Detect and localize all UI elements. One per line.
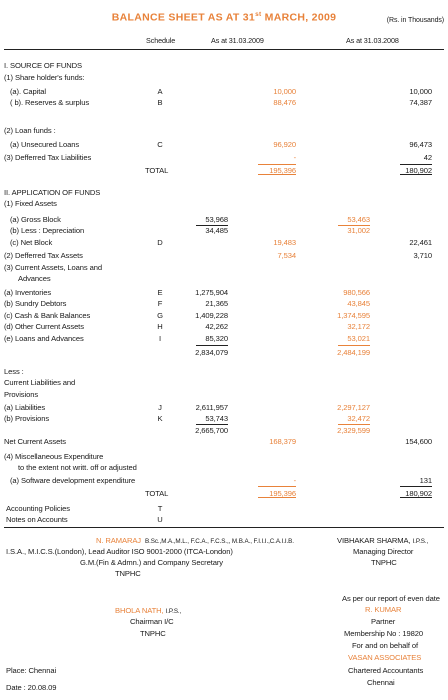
row-value-2008-sub: 31,002 xyxy=(347,226,370,235)
row-label: (a) Unsecured Loans xyxy=(10,140,80,149)
column-header-2008: As at 31.03.2008 xyxy=(346,36,399,45)
row-value-2008-sub: 32,472 xyxy=(347,414,370,423)
rule-depr-2009 xyxy=(196,225,228,226)
row-label: (2) Defferred Tax Assets xyxy=(4,251,83,260)
row-label: (b) Less : Depreciation xyxy=(10,226,85,235)
row-value-2008: 22,461 xyxy=(409,238,432,247)
rule-grand-total-2008-bottom xyxy=(400,497,432,498)
row-value-2008: 131 xyxy=(419,476,432,485)
rule-grand-total-2009 xyxy=(258,486,296,487)
row-value-2009: 19,483 xyxy=(273,238,296,247)
rule-total-2008 xyxy=(400,164,432,165)
ramaraj-line3: G.M.(Fin & Admn.) and Company Secretary xyxy=(80,558,223,567)
header-divider xyxy=(4,49,444,50)
row-value-2008-sub: 980,566 xyxy=(343,288,370,297)
row-value-2009: 10,000 xyxy=(273,87,296,96)
rule-cl-2009 xyxy=(196,424,228,425)
row-value-2009: - xyxy=(293,476,296,485)
rule-depr-2008 xyxy=(338,225,370,226)
row-label: II. APPLICATION OF FUNDS xyxy=(4,188,101,197)
row-label: TOTAL xyxy=(145,166,169,175)
signatory-sharma: VIBHAKAR SHARMA, I.P.S., xyxy=(337,536,429,545)
row-label: Accounting Policies xyxy=(6,504,70,513)
rule-ca-2009 xyxy=(196,345,228,346)
rule-grand-total-2009-bottom xyxy=(258,497,296,498)
signatory-bhola-nath: BHOLA NATH, I.P.S., xyxy=(115,606,182,615)
kumar-behalf: For and on behalf of xyxy=(352,641,418,650)
row-value-2009-sub: 2,665,700 xyxy=(195,426,228,435)
ramaraj-line2: I.S.A., M.I.C.S.(London), Lead Auditor ISO 9001-2000 (ITCA-London) xyxy=(6,547,233,556)
row-label: (3) Defferred Tax Liabilities xyxy=(4,153,92,162)
row-label: Net Current Assets xyxy=(4,437,66,446)
row-value-2009-sub: 21,365 xyxy=(205,299,228,308)
place: Place: Chennai xyxy=(6,666,57,675)
firm-name: VASAN ASSOCIATES xyxy=(348,653,422,662)
row-value-2008-sub: 2,484,199 xyxy=(337,348,370,357)
row-label: (2) Loan funds : xyxy=(4,126,56,135)
row-value-2009-sub: 42,262 xyxy=(205,322,228,331)
kumar-membership: Membership No : 19820 xyxy=(344,629,423,638)
row-value-2009-sub: 53,968 xyxy=(205,215,228,224)
row-label: I. SOURCE OF FUNDS xyxy=(4,61,82,70)
row-schedule: H xyxy=(157,322,163,331)
row-value-2008: 180,902 xyxy=(405,166,432,175)
row-label: (b) Provisions xyxy=(4,414,50,423)
column-header-schedule: Schedule xyxy=(146,36,176,45)
row-value-2009: - xyxy=(293,153,296,162)
row-value-2008: 74,387 xyxy=(409,98,432,107)
row-label: (b) Sundry Debtors xyxy=(4,299,67,308)
row-value-2009: 168,379 xyxy=(269,437,296,446)
row-schedule: A xyxy=(157,87,163,96)
row-value-2009-sub: 1,409,228 xyxy=(195,311,228,320)
ramaraj-line4: TNPHC xyxy=(115,569,141,578)
row-value-2009-sub: 85,320 xyxy=(205,334,228,343)
row-label: (a) Software development expenditure xyxy=(10,476,136,485)
row-label: (a) Liabilities xyxy=(4,403,46,412)
row-label: Advances xyxy=(18,274,51,283)
row-value-2009-sub: 53,743 xyxy=(205,414,228,423)
row-value-2008-sub: 2,297,127 xyxy=(337,403,370,412)
row-label: Notes on Accounts xyxy=(6,515,68,524)
rule-total-2009 xyxy=(258,164,296,165)
row-value-2009: 88,476 xyxy=(273,98,296,107)
nath-org: TNPHC xyxy=(140,629,166,638)
row-schedule: B xyxy=(157,98,163,107)
rule-cl-2008 xyxy=(338,424,370,425)
nath-title: Chairman I/C xyxy=(130,617,174,626)
row-value-2009: 195,396 xyxy=(269,166,296,175)
sharma-title: Managing Director xyxy=(353,547,414,556)
row-value-2009: 96,920 xyxy=(273,140,296,149)
row-schedule: D xyxy=(157,238,163,247)
row-label: (c) Cash & Bank Balances xyxy=(4,311,91,320)
row-label: TOTAL xyxy=(145,489,169,498)
row-schedule: I xyxy=(158,334,161,343)
row-value-2009: 7,534 xyxy=(277,251,296,260)
row-value-2008: 154,600 xyxy=(405,437,432,446)
row-label: to the extent not writt. off or adjusted xyxy=(18,463,137,472)
signatory-ramaraj: N. RAMARAJ B.Sc.,M.A.,M.L., F.C.A., F.C.S.,, M.B.A., F.I.I.I.,C.A.I.I.B. xyxy=(96,536,294,545)
report-line: As per our report of even date xyxy=(342,594,440,603)
rule-total-2009-bottom xyxy=(258,174,296,175)
row-schedule: E xyxy=(157,288,163,297)
row-schedule: C xyxy=(157,140,163,149)
row-value-2008: 42 xyxy=(423,153,432,162)
row-value-2008-sub: 32,172 xyxy=(347,322,370,331)
row-schedule: J xyxy=(158,403,162,412)
row-value-2008-sub: 53,021 xyxy=(347,334,370,343)
row-value-2009-sub: 2,611,957 xyxy=(195,403,228,412)
signature-divider xyxy=(4,527,444,528)
row-label: (1) Share holder's funds: xyxy=(4,73,85,82)
date: Date : 20.08.09 xyxy=(6,683,57,692)
signatory-kumar: R. KUMAR xyxy=(365,605,402,614)
row-value-2008: 10,000 xyxy=(409,87,432,96)
firm-city: Chennai xyxy=(367,678,395,687)
row-label: ( b). Reserves & surplus xyxy=(10,98,90,107)
row-value-2009-sub: 2,834,079 xyxy=(195,348,228,357)
row-value-2009-sub: 1,275,904 xyxy=(195,288,228,297)
rule-total-2008-bottom xyxy=(400,174,432,175)
row-value-2008-sub: 1,374,595 xyxy=(337,311,370,320)
row-label: (c) Net Block xyxy=(10,238,53,247)
row-value-2008-sub: 53,463 xyxy=(347,215,370,224)
row-label: (d) Other Current Assets xyxy=(4,322,84,331)
row-schedule: U xyxy=(157,515,163,524)
page-title: BALANCE SHEET AS AT 31st MARCH, 2009 xyxy=(111,11,337,24)
row-value-2008: 96,473 xyxy=(409,140,432,149)
rule-grand-total-2008 xyxy=(400,486,432,487)
row-label: (e) Loans and Advances xyxy=(4,334,84,343)
row-label: Less : xyxy=(4,367,24,376)
row-value-2009: 195,396 xyxy=(269,489,296,498)
kumar-title: Partner xyxy=(371,617,396,626)
firm-title: Chartered Accountants xyxy=(348,666,424,675)
row-label: (a). Capital xyxy=(10,87,46,96)
row-schedule: G xyxy=(157,311,163,320)
row-label: Current Liabilities and xyxy=(4,378,76,387)
row-label: (a) Inventories xyxy=(4,288,52,297)
sharma-org: TNPHC xyxy=(371,558,397,567)
row-label: (1) Fixed Assets xyxy=(4,199,57,208)
rule-ca-2008 xyxy=(338,345,370,346)
row-value-2008: 3,710 xyxy=(413,251,432,260)
row-schedule: T xyxy=(157,504,163,513)
row-schedule: F xyxy=(157,299,163,308)
row-label: Provisions xyxy=(4,390,39,399)
row-value-2008: 180,902 xyxy=(405,489,432,498)
row-label: (3) Current Assets, Loans and xyxy=(4,263,102,272)
row-label: (4) Miscellaneous Expenditure xyxy=(4,452,104,461)
row-schedule: K xyxy=(157,414,163,423)
row-value-2008-sub: 2,329,599 xyxy=(337,426,370,435)
row-label: (a) Gross Block xyxy=(10,215,61,224)
row-value-2009-sub: 34,485 xyxy=(205,226,228,235)
units-note: (Rs. in Thousands) xyxy=(386,17,444,24)
row-value-2008-sub: 43,845 xyxy=(347,299,370,308)
column-header-2009: As at 31.03.2009 xyxy=(211,36,264,45)
